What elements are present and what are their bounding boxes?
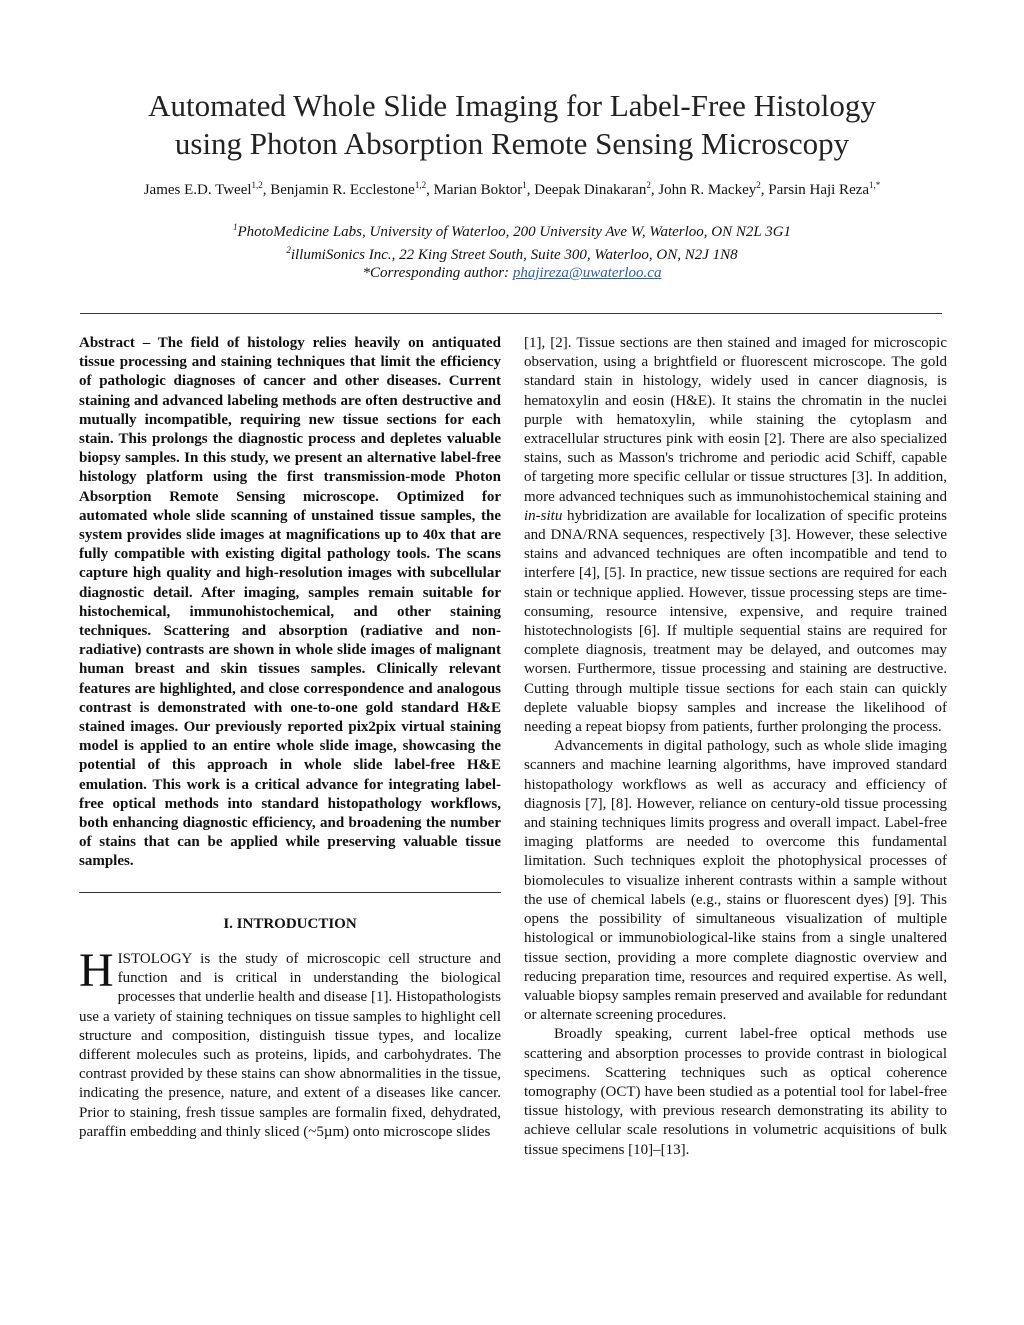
- abstract: Abstract – The field of histology relies heavily on antiquated tissue processing and staining techniques that limit the efficiency of pathologic diagnoses of cancer and other diseases. Current staining and advanced labeling methods are often destructive and mutually incompatible, requiring new tissue sections for each stain. This prolongs the diagnostic process and depletes valuable biopsy samples. In this study, we present an alternative label-free histology platform using the first transmission-mode Photon Absorption Remote Sensing microscope. Optimized for automated whole slide scanning of unstained tissue samples, the system provides slide images at magnifications up to 40x that are fully compatible with existing digital pathology tools. The scans capture high quality and high-resolution images with subcellular diagnostic detail. After imaging, samples remain suitable for histochemical, immunohistochemical, and other staining techniques. Scattering and absorption (radiative and non-radiative) contrasts are shown in whole slide images of malignant human breast and skin tissues samples. Clinically relevant features are highlighted, and close correspondence and analogous contrast is demonstrated with one-to-one gold standard H&E stained images. Our previously reported pix2pix virtual staining model is applied to an entire whole slide image, showcasing the potential of this approach in whole slide label-free H&E emulation. This work is a critical advance for integrating label-free optical methods into standard histopathology workflows, both enhancing diagnostic efficiency, and broadening the number of stains that can be applied while preserving valuable tissue samples.: [79, 335, 501, 870]
- author: Benjamin R. Ecclestone$^{1,2}$,: [270, 180, 434, 198]
- affiliation-1: $^1$PhotoMedicine Labs, University of Waterloo, 200 University Ave W, Waterloo, ON N2L 3G1: [232, 222, 792, 240]
- author-list: [0, 180, 1024, 199]
- affiliations: [0, 218, 1024, 282]
- author: Deepak Dinakaran$^2$,: [534, 180, 659, 198]
- title-line-2: using Photon Absorption Remote Sensing Microscopy: [174, 126, 850, 161]
- corresponding-author: *Corresponding author: phajireza@uwaterloo.ca: [362, 265, 662, 281]
- drop-cap: H: [79, 943, 114, 997]
- affiliation-2: $^2$illumiSonics Inc., 22 King Street South, Suite 300, Waterloo, ON, N2J 1N8: [286, 245, 738, 263]
- title-line-1: Automated Whole Slide Imaging for Label-Free Histology: [148, 88, 876, 123]
- paper-title: [0, 87, 1024, 163]
- body-paragraph: [1], [2]. Tissue sections are then stained and imaged for microscopic observation, using a brightfield or fluorescent microscope. The gold standard stain in histology, widely used in cancer diagnosis, is hematoxylin and eosin (H&E). It stains the chromatin in the nuclei purple with hematoxylin, while staining the cytoplasm and extracellular structures pink with eosin [2]. There are also specialized stains, such as Masson's trichrome and periodic acid Schiff, capable of targeting more specific cellular or tissue structures [3]. In addition, more advanced techniques such as immunohistochemical staining and in-situ hybridization are available for localization of specific proteins and DNA/RNA sequences, respectively [3]. However, these selective stains and advanced techniques are often incompatible and tend to interfere [4], [5]. In practice, new tissue sections are required for each stain or technique applied. However, tissue processing steps are time-consuming, resource intensive, expensive, and require trained histotechnologists [6]. If multiple sequential stains are required for complete diagnosis, treatment may be delayed, and outcomes may worsen. Furthermore, tissue processing and staining are destructive. Cutting through multiple tissue sections for each stain can quickly deplete valuable biopsy samples and increase the likelihood of needing a repeat biopsy from patients, further prolonging the process.: [524, 335, 947, 736]
- header-divider: [80, 313, 942, 314]
- body-paragraph: Advancements in digital pathology, such as whole slide imaging scanners and machine learning algorithms, have improved standard histopathology workflows as well as accuracy and efficiency of diagnosis [7], [8]. However, reliance on century-old tissue processing and staining techniques limits progress and overall impact. Label-free imaging platforms are needed to overcome this fundamental limitation. Such techniques exploit the photophysical processes of biomolecules to visualize inherent contrasts within a sample without the use of chemical labels (e.g., stains or fluorescent dyes) [9]. This opens the possibility of simultaneous visualization of multiple histological or immunobiological-like stains from a single unaltered tissue section, providing a more complete diagnostic overview and reducing preparation time, resources and required expertise. As well, valuable biopsy samples remain preserved and available for redundant or alternate screening procedures.: [524, 738, 947, 1024]
- right-column: [524, 334, 947, 1160]
- intro-paragraph: HISTOLOGY is the study of microscopic cell structure and function and is critical in understanding the biological processes that underlie health and disease [1]. Histopathologists use a variety of staining techniques on tissue samples to highlight cell structure and composition, distinguish tissue types, and localize different molecules such as proteins, lipids, and carbohydrates. The contrast provided by these stains can show abnormalities in the tissue, indicating the presence, nature, and extent of a diseases like cancer. Prior to staining, fresh tissue samples are formalin fixed, dehydrated, paraffin embedding and thinly sliced (~5µm) onto microscope slides: [79, 943, 501, 1140]
- abstract-divider: [79, 892, 501, 893]
- author: Parsin Haji Reza$^{1,*}$: [768, 180, 881, 198]
- email-link[interactable]: phajireza@uwaterloo.ca: [512, 265, 662, 281]
- author: Marian Boktor$^1$,: [433, 180, 535, 198]
- author: James E.D. Tweel$^{1,2}$,: [143, 180, 271, 198]
- section-heading: I. INTRODUCTION: [223, 915, 357, 932]
- left-column: [79, 334, 501, 1142]
- author: John R. Mackey$^2$,: [658, 180, 769, 198]
- body-paragraph: Broadly speaking, current label-free optical methods use scattering and absorption processes to provide contrast in biological specimens. Scattering techniques such as optical coherence tomography (OCT) have been studied as a potential tool for label-free tissue histology, with previous research demonstrating its ability to achieve cellular scale resolutions in volumetric acquisitions of bulk tissue specimens [10]–[13].: [524, 1026, 947, 1158]
